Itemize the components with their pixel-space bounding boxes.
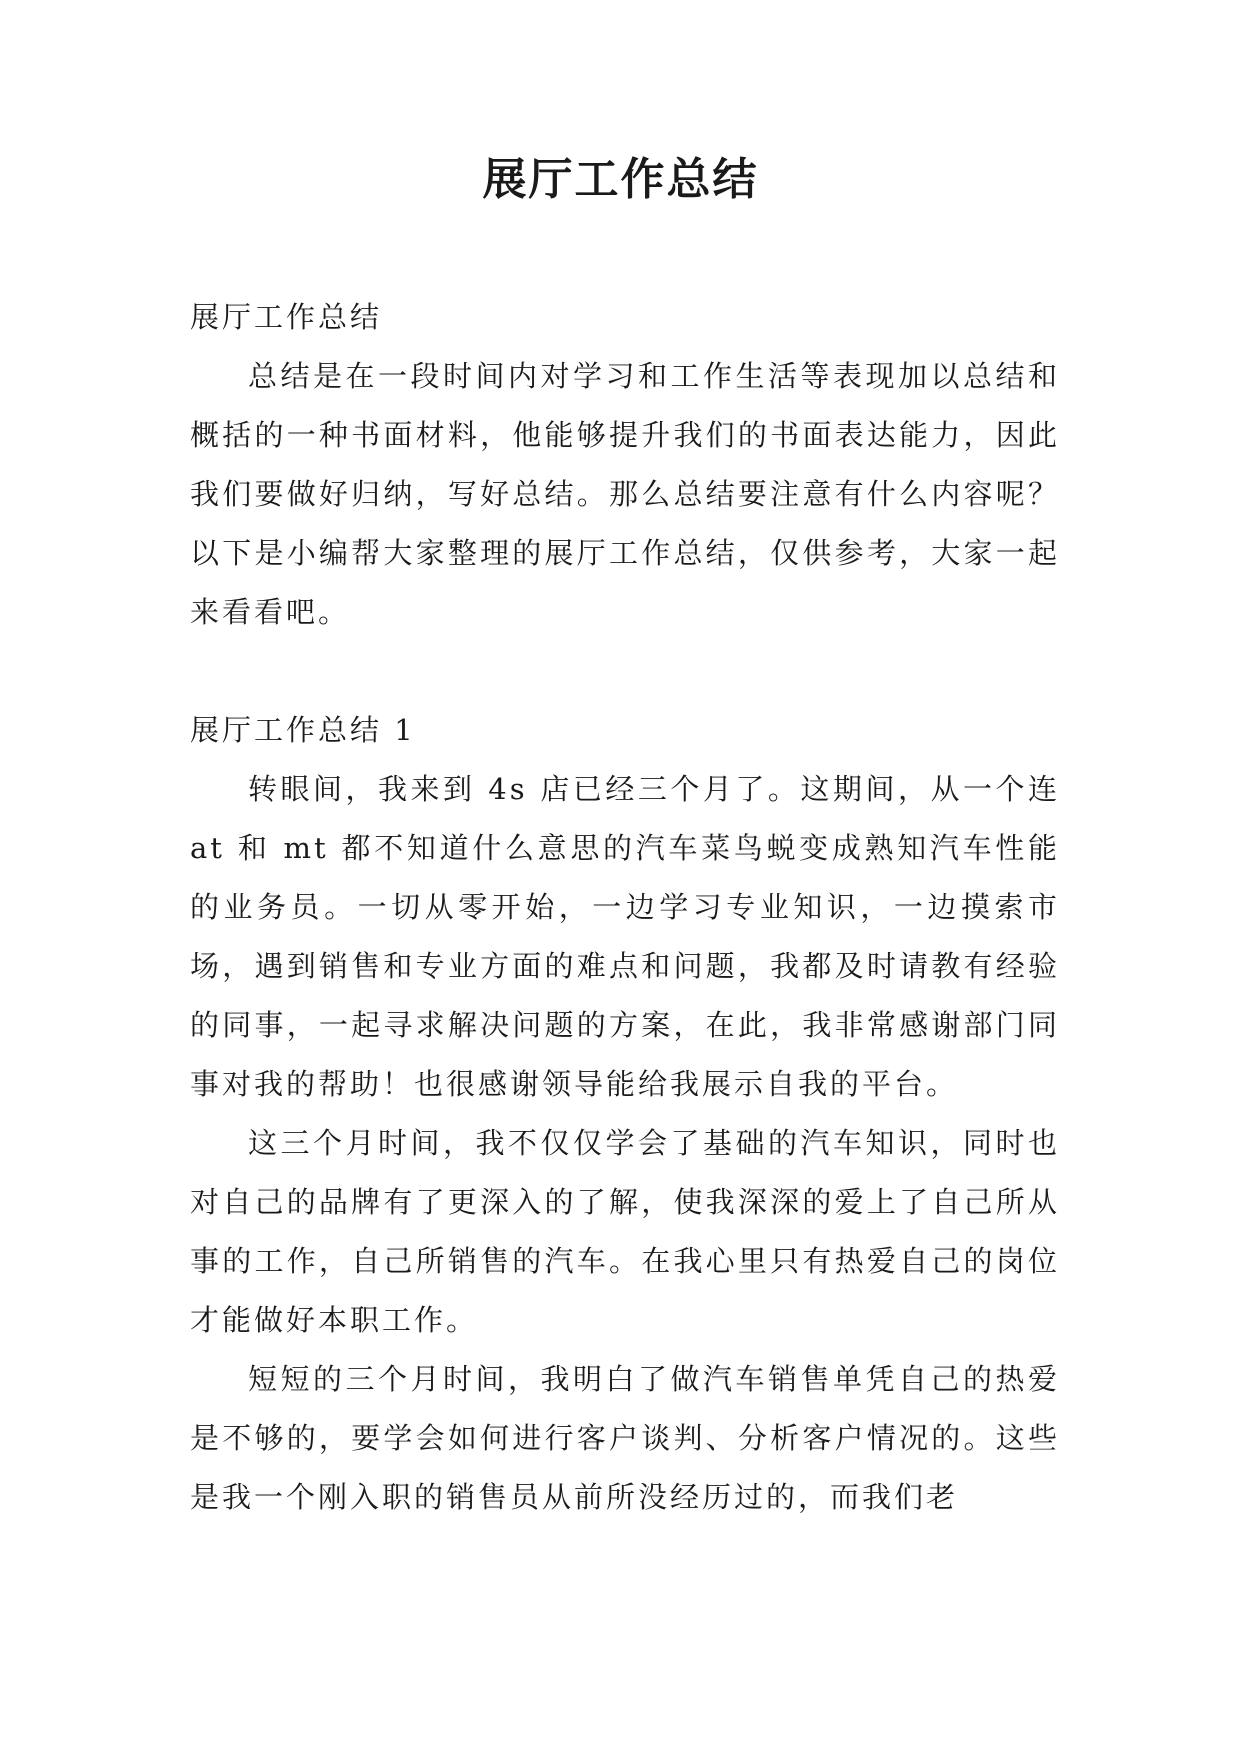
section-1-paragraph-3: 短短的三个月时间，我明白了做汽车销售单凭自己的热爱是不够的，要学会如何进行客户谈判、分析客户情况的。这些是我一个刚入职的销售员从前所没经历过的，而我们老 xyxy=(190,1362,1060,1514)
section-1-paragraph-1: 转眼间，我来到 4s 店已经三个月了。这期间，从一个连 at 和 mt 都不知道什么意思的汽车菜鸟蜕变成熟知汽车性能的业务员。一切从零开始，一边学习专业知识，一边摸索市场，遇到销售和专业方面的难点和问题，我都及时请教有经验的同事，一起寻求解决问题的方案，在此，我非常感谢部门同事对我的帮助！也很感谢领导能给我展示自我的平台。 xyxy=(190,772,1060,1101)
document-body xyxy=(190,288,1060,1527)
section-1-paragraph-2: 这三个月时间，我不仅仅学会了基础的汽车知识，同时也对自己的品牌有了更深入的了解，使我深深的爱上了自己所从事的工作，自己所销售的汽车。在我心里只有热爱自己的岗位才能做好本职工作。 xyxy=(190,1126,1060,1337)
intro-heading: 展厅工作总结 xyxy=(190,300,383,334)
document-title: 展厅工作总结 xyxy=(482,154,759,205)
section-1-heading: 展厅工作总结 1 xyxy=(190,713,416,747)
section-spacer xyxy=(190,642,1060,701)
intro-paragraph: 总结是在一段时间内对学习和工作生活等表现加以总结和概括的一种书面材料，他能够提升我们的书面表达能力，因此我们要做好归纳，写好总结。那么总结要注意有什么内容呢？以下是小编帮大家整理的展厅工作总结，仅供参考，大家一起来看看吧。 xyxy=(190,359,1060,629)
